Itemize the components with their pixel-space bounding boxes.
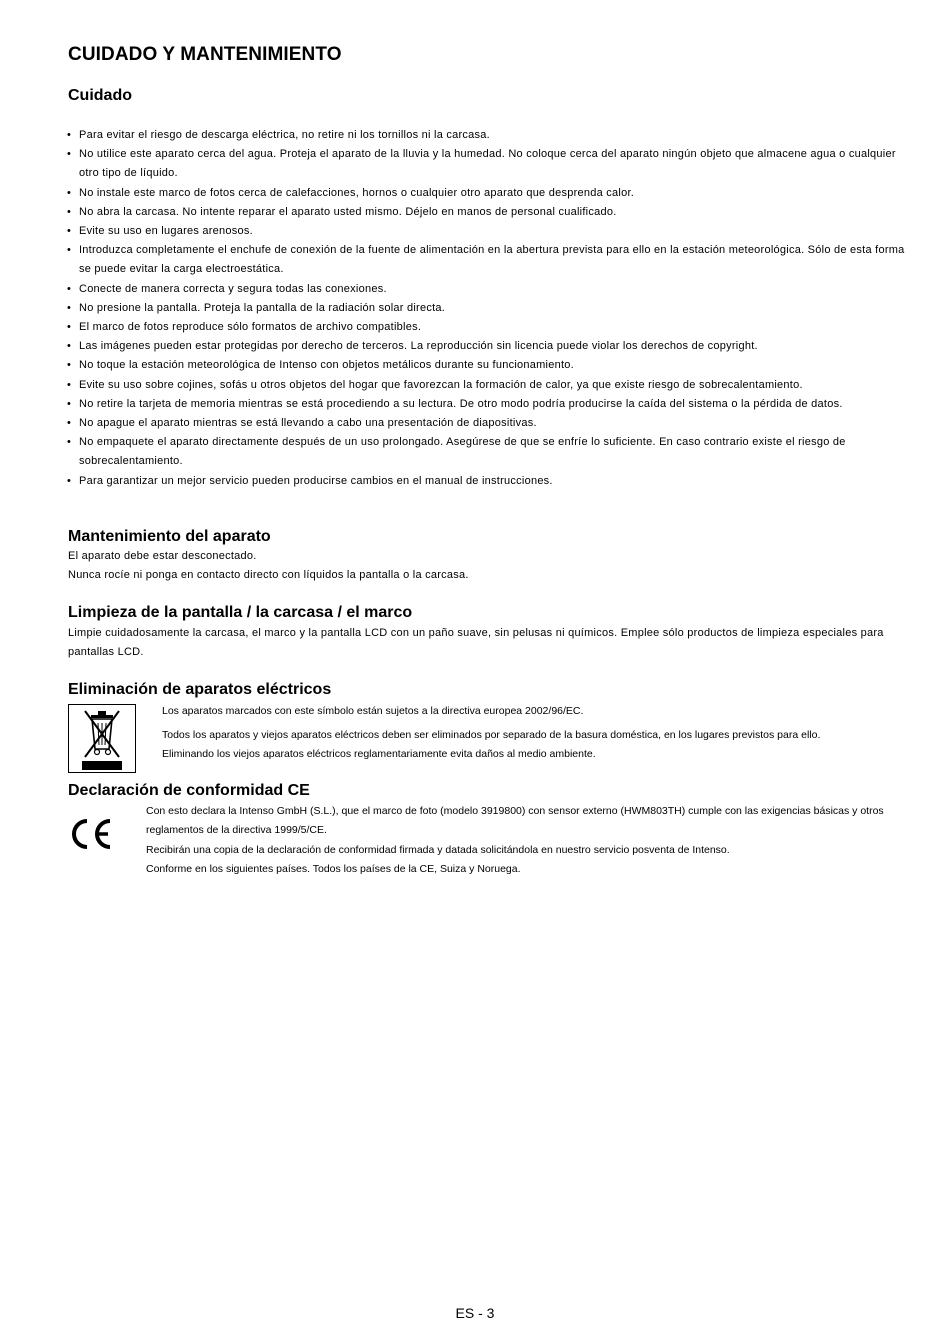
list-item: • Evite su uso sobre cojines, sofás u otros objetos del hogar que favorezcan la formación de calor, ya que existe riesgo de sobrecalentamiento. xyxy=(68,376,918,395)
list-item: • Para garantizar un mejor servicio pueden producirse cambios en el manual de instrucciones. xyxy=(68,472,918,491)
list-item: • Evite su uso en lugares arenosos. xyxy=(68,222,918,241)
list-item: • El marco de fotos reproduce sólo formatos de archivo compatibles. xyxy=(68,318,918,337)
list-item: • Introduzca completamente el enchufe de conexión de la fuente de alimentación en la abertura prevista para ello en la estación meteorológica. Sólo de esta forma se puede evitar la carga electroestática. xyxy=(68,241,918,279)
weee-crossed-bin-icon xyxy=(68,704,136,773)
list-item: • Las imágenes pueden estar protegidas por derecho de terceros. La reproducción sin licencia puede violar los derechos de copyright. xyxy=(68,337,918,356)
list-item: • Para evitar el riesgo de descarga eléctrica, no retire ni los tornillos ni la carcasa. xyxy=(68,126,918,145)
cleaning-text: Limpie cuidadosamente la carcasa, el marco y la pantalla LCD con un paño suave, sin pelusas ni químicos. Emplee sólo productos de limpieza especiales para pantallas LCD. xyxy=(68,627,884,659)
ce-mark-icon xyxy=(68,815,118,853)
list-item: • No toque la estación meteorológica de Intenso con objetos metálicos durante su funcionamiento. xyxy=(68,356,918,375)
disposal-line-1: Los aparatos marcados con este símbolo están sujetos a la directiva europea 2002/96/EC. xyxy=(162,705,584,717)
ce-line-1: Con esto declara la Intenso GmbH (S.L.), que el marco de foto (modelo 3919800) con sensor externo (HWM803TH) cumple con las exigencias básicas y otros reglamentos de la directiva 1999/5/CE. xyxy=(146,805,884,836)
list-item: • No instale este marco de fotos cerca de calefacciones, hornos o cualquier otro aparato que desprenda calor. xyxy=(68,184,918,203)
list-item: • No abra la carcasa. No intente reparar el aparato usted mismo. Déjelo en manos de personal cualificado. xyxy=(68,203,918,222)
list-item: • No apague el aparato mientras se está llevando a cabo una presentación de diapositivas. xyxy=(68,414,918,433)
disposal-heading: Eliminación de aparatos eléctricos xyxy=(68,681,332,698)
disposal-line-2: Todos los aparatos y viejos aparatos eléctricos deben ser eliminados por separado de la basura doméstica, en los lugares previstos para ello. xyxy=(162,729,821,741)
page-title: CUIDADO Y MANTENIMIENTO xyxy=(68,44,342,65)
list-item: • No presione la pantalla. Proteja la pantalla de la radiación solar directa. xyxy=(68,299,918,318)
cleaning-heading: Limpieza de la pantalla / la carcasa / el marco xyxy=(68,604,413,621)
maintenance-line-2: Nunca rocíe ni ponga en contacto directo con líquidos la pantalla o la carcasa. xyxy=(68,569,469,581)
maintenance-line-1: El aparato debe estar desconectado. xyxy=(68,550,257,562)
care-list xyxy=(68,126,918,491)
disposal-line-3: Eliminando los viejos aparatos eléctricos reglamentariamente evita daños al medio ambiente. xyxy=(162,748,596,760)
care-heading: Cuidado xyxy=(68,87,132,104)
list-item: • No retire la tarjeta de memoria mientras se está procediendo a su lectura. De otro modo podría producirse la caída del sistema o la pérdida de datos. xyxy=(68,395,918,414)
ce-heading: Declaración de conformidad CE xyxy=(68,782,310,799)
maintenance-heading: Mantenimiento del aparato xyxy=(68,528,271,545)
list-item: • No utilice este aparato cerca del agua. Proteja el aparato de la lluvia y la humedad. No coloque cerca del aparato ningún objeto que almacene agua o cualquier otro tipo de líquido. xyxy=(68,145,918,183)
page-number: ES - 3 xyxy=(455,1305,495,1321)
ce-line-2: Recibirán una copia de la declaración de conformidad firmada y datada solicitándola en nuestro servicio posventa de Intenso. xyxy=(146,844,730,856)
ce-line-3: Conforme en los siguientes países. Todos los países de la CE, Suiza y Noruega. xyxy=(146,863,521,875)
list-item: • No empaquete el aparato directamente después de un uso prolongado. Asegúrese de que se enfríe lo suficiente. En caso contrario existe el riesgo de sobrecalentamiento. xyxy=(68,433,918,471)
list-item: • Conecte de manera correcta y segura todas las conexiones. xyxy=(68,280,918,299)
